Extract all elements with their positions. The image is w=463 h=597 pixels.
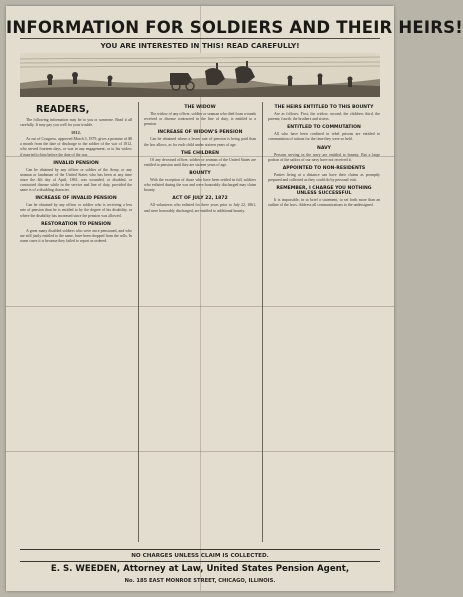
- section-heading: THE WIDOW: [184, 105, 216, 110]
- title-rule: [20, 38, 380, 39]
- footer-rule: [20, 561, 380, 562]
- section-text: All who have been confined in rebel prisons are entitled to commutation of rations for the time they were so held.: [268, 132, 380, 142]
- section-heading: ACT OF JULY 22, 1872: [172, 196, 228, 202]
- section-text: Persons serving in the navy are entitled to bounty. But a large portion of the sailors of our navy have not received it.: [268, 152, 380, 162]
- document-subtitle: YOU ARE INTERESTED IN THIS! READ CAREFULLY!: [100, 41, 300, 50]
- section-heading: BOUNTY: [189, 170, 211, 176]
- section-text: It is impossible, in so brief a statement, to set forth more than an outline of the laws. Address all communications to the undersigned.: [268, 198, 380, 208]
- column-divider: [138, 102, 139, 542]
- paragraph: The following information may be to you or someone. Read it all carefully. It may pay you well for your trouble.: [20, 118, 132, 128]
- section-heading: INVALID PENSION: [53, 160, 99, 166]
- section-heading: THE HEIRS ENTITLED TO THIS BOUNTY: [274, 105, 374, 110]
- year-heading: 1812.: [71, 130, 81, 136]
- paragraph: As out of Congress, approved March 3, 1879, gives a promise of $8 a month from the date of discharge to the soldier of the war of 1812, who served fourteen days, or was in any engagement, or to his widow if married to him before the date of the war.: [20, 137, 132, 157]
- section-text: All volunteers who enlisted for three years prior to July 22, 1861, and were honorably discharged, are entitled to additional bounty.: [144, 203, 256, 213]
- footer-rule: [20, 549, 380, 550]
- section-heading: NAVY: [317, 145, 331, 151]
- column-divider: [262, 102, 263, 542]
- attorney-address: No. 185 EAST MONROE STREET, CHICAGO, ILLINOIS.: [124, 578, 276, 584]
- section-heading: ENTITLED TO COMMUTATION: [287, 125, 361, 131]
- footer-note: NO CHARGES UNLESS CLAIM IS COLLECTED.: [131, 553, 269, 559]
- text-column-3: [268, 102, 380, 542]
- section-text: Of any deceased officer, soldier or seaman of the United States are entitled to pension until they are sixteen years of age.: [144, 157, 256, 167]
- text-column-1: [20, 118, 132, 542]
- document-title: INFORMATION FOR SOLDIERS AND THEIR HEIRS!: [6, 18, 463, 37]
- section-text: A great many disabled soldiers who were once pensioned, and who are still justly entitled to the same, have been dropped from the rolls. In some cases it is because they failed to report as ordered.: [20, 228, 132, 243]
- section-text: Can be obtained where a lesser rate of pension is being paid than the law allows, as for each child under sixteen years of age.: [144, 137, 256, 147]
- section-text: With the exception of those who have been settled in full, soldiers who enlisted during the war and were honorably discharged may claim bounty.: [144, 178, 256, 193]
- section-text: Are as follows: First, the widow; second, the children; third, the parents; fourth, the brothers and sisters.: [268, 112, 380, 122]
- section-heading: INCREASE OF INVALID PENSION: [35, 196, 117, 202]
- section-heading: INCREASE OF WIDOW'S PENSION: [157, 130, 243, 136]
- section-text: The widow of any officer, soldier or seaman who died from wounds received or disease contracted in the line of duty, is entitled to a pension.: [144, 112, 256, 127]
- section-text: Can be obtained by any officer or soldier of the Army, or any seaman or landsman of the United States who has been at any time since the 4th day of April, 1861, was wounded, or disabled, or contracted disease while in the service and line of duty, provided the same is of a disabling character.: [20, 167, 132, 193]
- broadside-sheet: [6, 6, 463, 591]
- battle-scene-illustration: [20, 53, 380, 97]
- section-heading: THE CHILDREN: [181, 150, 219, 156]
- section-heading: APPOINTED TO NON-RESIDENTS: [282, 165, 366, 171]
- section-heading: REMEMBER, I CHARGE YOU NOTHING UNLESS SUCCESSFUL: [276, 186, 372, 197]
- text-column-2: [144, 102, 256, 542]
- section-text: Parties living at a distance can have their claims as promptly prepared and collected as they could do by personal visit.: [268, 172, 380, 183]
- section-heading: RESTORATION TO PENSION: [41, 221, 111, 227]
- attorney-name: E. S. WEEDEN, Attorney at Law, United States Pension Agent,: [50, 564, 350, 574]
- readers-heading: READERS,: [36, 104, 90, 115]
- section-text: Can be obtained by any officer or soldier who is receiving a less rate of pension than he is entitled to by the degree of his disability, or where the disability has increased since the pension was allowed.: [20, 203, 132, 218]
